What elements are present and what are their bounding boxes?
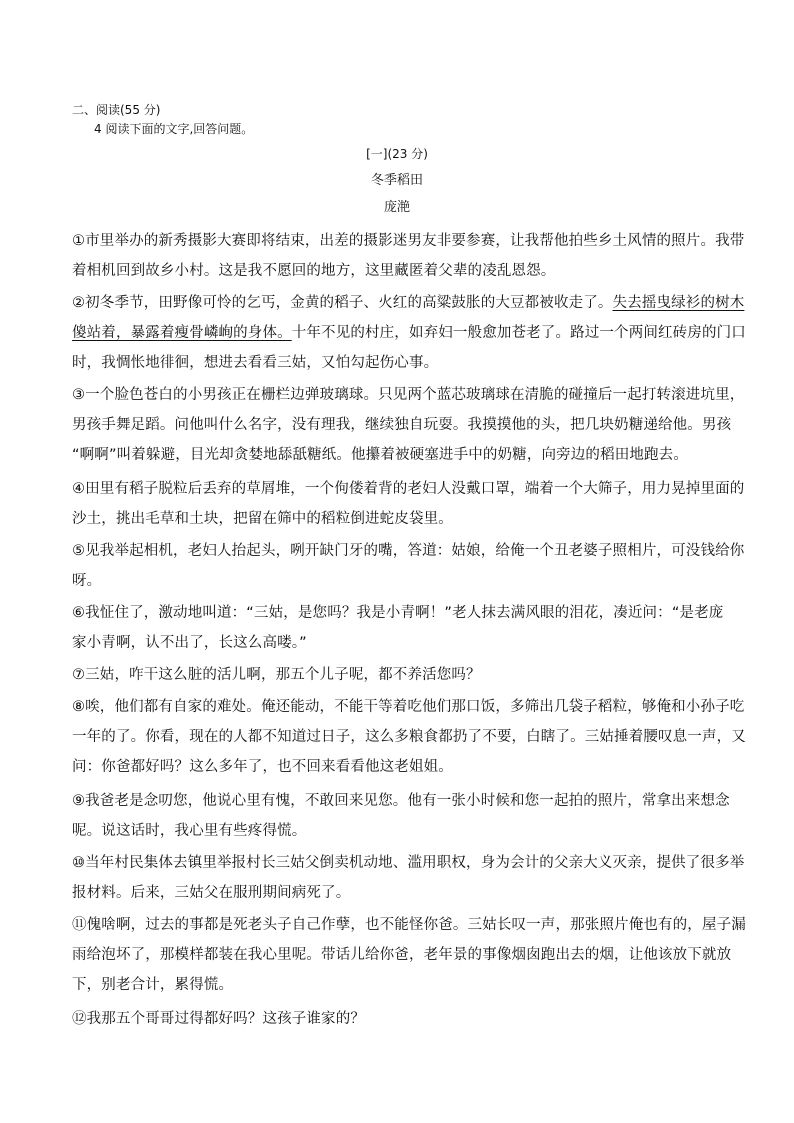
paragraph-1-line-2: 着相机回到故乡小村。这是我不愿回的地方，这里藏匿着父辈的凌乱恩怨。: [72, 263, 556, 279]
section-heading: 二、阅读(55 分): [72, 103, 161, 117]
paragraph-3-line-2: 男孩手舞足蹈。问他叫什么名字，没有理我，继续独自玩耍。我摸摸他的头，把几块奶糖递给他。男孩: [72, 417, 732, 433]
paragraph-11-line-3: 下，别老合计，累得慌。: [72, 977, 234, 993]
paragraph-2-line-3: 时，我惆怅地徘徊，想进去看看三姑，又怕勾起伤心事。: [72, 355, 439, 371]
paragraph-6-line-2: 家小青啊，认不出了，长这么高喽。”: [72, 635, 307, 651]
paragraph-7-line-1: ⑦三姑，咋干这么脏的活儿啊，那五个儿子呢，都不养活您吗？: [72, 667, 481, 683]
paragraph-2-text-cont: 十年不见的村庄，如弃妇一般愈加苍老了。路过一个两间红砖房的门口: [291, 325, 746, 341]
paragraph-2-line-1: [72, 291, 744, 312]
paragraph-11-line-2: 雨给泡坏了，那模样都装在我心里呢。带话儿给你爸，老年景的事像烟囱跑出去的烟，让他该放下就放: [72, 947, 732, 963]
paragraph-11-line-1: ⑪傀啥啊，过去的事都是死老头子自己作孽，也不能怪你爸。三姑长叹一声，那张照片俺也有的，屋子漏: [72, 917, 746, 933]
question-intro: 4 阅读下面的文字,回答问题。: [94, 122, 254, 136]
paragraph-4-line-2: 沙土，挑出毛草和土块，把留在筛中的稻粒倒进蛇皮袋里。: [72, 511, 453, 527]
paragraph-12-line-1: ⑫我那五个哥哥过得都好吗？这孩子谁家的？: [72, 1011, 365, 1027]
article-title: 冬季稻田: [370, 173, 423, 188]
underlined-sentence: 失去摇曳绿衫的树木: [612, 295, 745, 311]
paragraph-5-line-1: ⑤见我举起相机，老妇人抬起头，咧开缺门牙的嘴，答道：姑娘，给俺一个丑老婆子照相片，可没钱给你: [72, 543, 745, 559]
paragraph-2-line-2: [72, 321, 746, 342]
article-author: 庞滟: [383, 200, 410, 215]
paragraph-9-line-1: ⑨我爸老是念叨您，他说心里有愧，不敢回来见您。他有一张小时候和您一起拍的照片，常拿出来想念: [72, 793, 730, 809]
paragraph-8-line-3: 问：你爸都好吗？这么多年了，也不回来看看他这老姐姐。: [72, 759, 453, 775]
paragraph-3-line-1: ③一个脸色苍白的小男孩正在栅栏边弹玻璃球。只见两个蓝芯玻璃球在清脆的碰撞后一起打转滚进坑里，: [72, 387, 745, 403]
paragraph-1-line-1: ①市里举办的新秀摄影大赛即将结束，出差的摄影迷男友非要参赛，让我帮他拍些乡土风情的照片。我带: [72, 233, 745, 249]
paragraph-4-line-1: ④田里有稻子脱粒后丢弃的草屑堆，一个佝偻着背的老妇人没戴口罩，端着一个大筛子，用力晃掉里面的: [72, 481, 745, 497]
paragraph-10-line-1: ⑩当年村民集体去镇里举报村长三姑父倒卖机动地、滥用职权，身为会计的父亲大义灭亲，提供了很多举: [72, 855, 745, 871]
paragraph-6-line-1: ⑥我怔住了，激动地叫道：“三姑，是您吗？我是小青啊！”老人抹去满风眼的泪花，凑近问：“是老庞: [72, 605, 724, 621]
paragraph-8-line-1: ⑧唉，他们都有自家的难处。俺还能动，不能干等着吃他们那口饭，多筛出几袋子稻粒，够俺和小孙子吃: [72, 699, 745, 715]
paragraph-2-text: ②初冬季节，田野像可怜的乞丐，金黄的稻子、火红的高粱鼓胀的大豆都被收走了。: [72, 295, 613, 311]
part-label: [一](23 分): [366, 147, 428, 161]
paragraph-3-line-3: “啊啊”叫着躲避，目光却贪婪地舔舐糖纸。他攥着被硬塞进手中的奶糖，向旁边的稻田地跑去。: [72, 447, 688, 463]
paragraph-9-line-2: 呢。说这话时，我心里有些疼得慌。: [72, 823, 307, 839]
paragraph-5-line-2: 呀。: [72, 573, 102, 589]
underlined-sentence-end: 傻站着，暴露着瘦骨嶙峋的身体。: [72, 325, 292, 341]
paragraph-8-line-2: 一年的了。你看，现在的人都不知道过日子，这么多粮食都扔了不要，白瞎了。三姑捶着腰叹息一声，又: [72, 729, 746, 745]
paragraph-10-line-2: 报材料。后来，三姑父在服刑期间病死了。: [72, 885, 351, 901]
